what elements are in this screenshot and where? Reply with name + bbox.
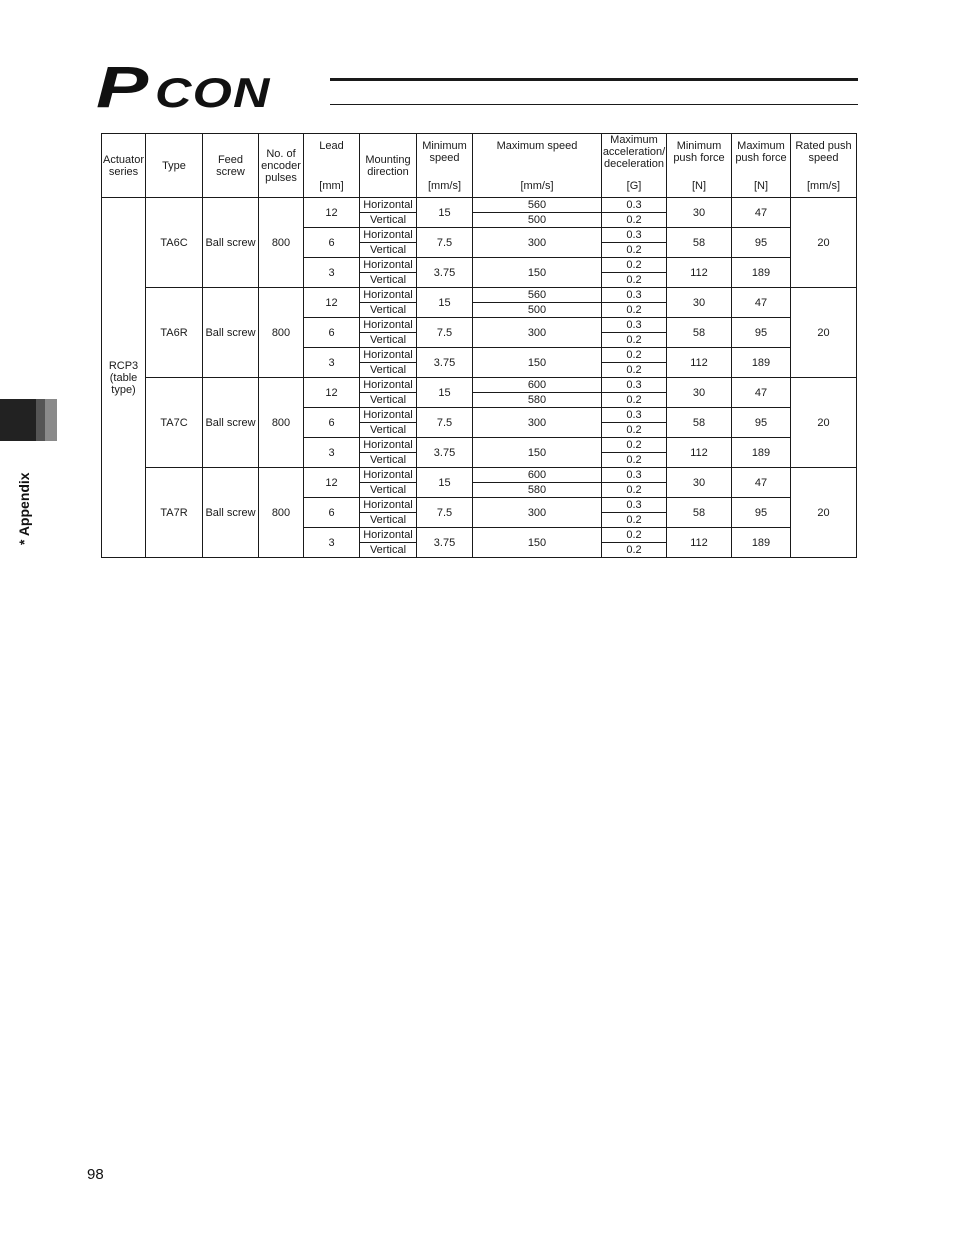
header-type: Type [146, 134, 203, 198]
cell-mounting-direction: Horizontal [360, 468, 417, 483]
cell-mounting-direction: Vertical [360, 483, 417, 498]
cell-encoder-pulses: 800 [259, 378, 304, 468]
cell-max-acceleration: 0.3 [602, 408, 667, 423]
cell-max-acceleration: 0.2 [602, 543, 667, 558]
header-minimum-speed: Minimum speed [mm/s] [417, 134, 473, 198]
cell-minimum-speed: 3.75 [417, 438, 473, 468]
cell-maximum-speed: 300 [473, 498, 602, 528]
table-body [102, 198, 857, 558]
cell-max-acceleration: 0.3 [602, 318, 667, 333]
header-feed-screw: Feed screw [203, 134, 259, 198]
side-tab-block [0, 399, 36, 441]
cell-max-acceleration: 0.2 [602, 303, 667, 318]
header-minimum-push-force: Minimum push force [N] [667, 134, 732, 198]
cell-maximum-speed: 300 [473, 408, 602, 438]
cell-lead: 3 [304, 528, 360, 558]
cell-maximum-speed: 560 [473, 198, 602, 213]
cell-maximum-speed: 150 [473, 348, 602, 378]
header-rule-thin [330, 104, 858, 105]
cell-minimum-speed: 7.5 [417, 228, 473, 258]
actuator-spec-table [101, 133, 857, 558]
page-number: 98 [87, 1166, 104, 1183]
cell-mounting-direction: Vertical [360, 393, 417, 408]
cell-lead: 6 [304, 498, 360, 528]
header-rule-thick [330, 78, 858, 81]
cell-max-acceleration: 0.2 [602, 453, 667, 468]
cell-max-acceleration: 0.3 [602, 288, 667, 303]
cell-maximum-speed: 150 [473, 258, 602, 288]
header-encoder-pulses: No. of encoder pulses [259, 134, 304, 198]
cell-actuator-series: RCP3 (table type) [102, 198, 146, 558]
cell-max-acceleration: 0.2 [602, 258, 667, 273]
cell-max-acceleration: 0.2 [602, 213, 667, 228]
cell-minimum-push-force: 112 [667, 528, 732, 558]
cell-max-acceleration: 0.2 [602, 363, 667, 378]
cell-type: TA6R [146, 288, 203, 378]
cell-maximum-push-force: 95 [732, 228, 791, 258]
table-row [102, 198, 857, 213]
cell-maximum-push-force: 189 [732, 528, 791, 558]
cell-minimum-push-force: 112 [667, 258, 732, 288]
header-max-acceleration: Maximum acceleration/ deceleration [G] [602, 134, 667, 198]
cell-max-acceleration: 0.3 [602, 198, 667, 213]
cell-max-acceleration: 0.2 [602, 243, 667, 258]
header-maximum-push-force: Maximum push force [N] [732, 134, 791, 198]
cell-lead: 12 [304, 198, 360, 228]
pcon-logo [96, 55, 336, 120]
cell-mounting-direction: Horizontal [360, 348, 417, 363]
cell-max-acceleration: 0.3 [602, 378, 667, 393]
cell-max-acceleration: 0.2 [602, 423, 667, 438]
cell-maximum-push-force: 95 [732, 408, 791, 438]
cell-lead: 12 [304, 378, 360, 408]
cell-feed-screw: Ball screw [203, 198, 259, 288]
cell-max-acceleration: 0.2 [602, 528, 667, 543]
cell-mounting-direction: Vertical [360, 303, 417, 318]
cell-max-acceleration: 0.2 [602, 483, 667, 498]
cell-minimum-speed: 3.75 [417, 348, 473, 378]
header-actuator-series: Actuator series [102, 134, 146, 198]
logo-letter-p: P [96, 55, 146, 120]
cell-maximum-speed: 150 [473, 438, 602, 468]
side-tab-block-mid [36, 399, 45, 441]
cell-mounting-direction: Horizontal [360, 318, 417, 333]
cell-max-acceleration: 0.3 [602, 498, 667, 513]
cell-minimum-speed: 15 [417, 378, 473, 408]
cell-mounting-direction: Horizontal [360, 198, 417, 213]
cell-maximum-push-force: 189 [732, 348, 791, 378]
cell-mounting-direction: Horizontal [360, 228, 417, 243]
cell-rated-push-speed: 20 [791, 198, 857, 288]
cell-mounting-direction: Horizontal [360, 498, 417, 513]
cell-minimum-push-force: 30 [667, 468, 732, 498]
cell-minimum-speed: 3.75 [417, 258, 473, 288]
table-row [102, 468, 857, 483]
cell-maximum-speed: 300 [473, 318, 602, 348]
table-header-row [102, 134, 857, 198]
cell-rated-push-speed: 20 [791, 468, 857, 558]
cell-maximum-push-force: 189 [732, 258, 791, 288]
cell-minimum-speed: 7.5 [417, 318, 473, 348]
cell-minimum-push-force: 58 [667, 408, 732, 438]
cell-lead: 12 [304, 468, 360, 498]
cell-type: TA7C [146, 378, 203, 468]
cell-minimum-speed: 15 [417, 468, 473, 498]
cell-maximum-speed: 600 [473, 378, 602, 393]
cell-maximum-push-force: 47 [732, 468, 791, 498]
header-lead: Lead [mm] [304, 134, 360, 198]
cell-minimum-speed: 15 [417, 288, 473, 318]
header-rated-push-speed: Rated push speed [mm/s] [791, 134, 857, 198]
cell-mounting-direction: Vertical [360, 543, 417, 558]
cell-type: TA7R [146, 468, 203, 558]
cell-mounting-direction: Vertical [360, 213, 417, 228]
cell-type: TA6C [146, 198, 203, 288]
cell-rated-push-speed: 20 [791, 378, 857, 468]
cell-feed-screw: Ball screw [203, 288, 259, 378]
cell-minimum-push-force: 30 [667, 198, 732, 228]
cell-max-acceleration: 0.2 [602, 513, 667, 528]
cell-encoder-pulses: 800 [259, 468, 304, 558]
cell-maximum-speed: 500 [473, 213, 602, 228]
cell-minimum-speed: 15 [417, 198, 473, 228]
cell-mounting-direction: Vertical [360, 513, 417, 528]
cell-mounting-direction: Horizontal [360, 288, 417, 303]
table-row [102, 378, 857, 393]
logo-letters-con: CON [154, 69, 271, 116]
cell-max-acceleration: 0.3 [602, 468, 667, 483]
cell-feed-screw: Ball screw [203, 468, 259, 558]
cell-maximum-speed: 300 [473, 228, 602, 258]
table-row [102, 288, 857, 303]
cell-lead: 12 [304, 288, 360, 318]
cell-mounting-direction: Vertical [360, 423, 417, 438]
cell-maximum-push-force: 95 [732, 498, 791, 528]
cell-max-acceleration: 0.2 [602, 393, 667, 408]
cell-minimum-push-force: 30 [667, 288, 732, 318]
cell-max-acceleration: 0.3 [602, 228, 667, 243]
cell-maximum-speed: 500 [473, 303, 602, 318]
cell-mounting-direction: Vertical [360, 333, 417, 348]
cell-encoder-pulses: 800 [259, 198, 304, 288]
side-tab-block-light [45, 399, 57, 441]
header-mounting-direction: Mounting direction [360, 134, 417, 198]
cell-minimum-push-force: 58 [667, 318, 732, 348]
cell-max-acceleration: 0.2 [602, 273, 667, 288]
cell-maximum-push-force: 47 [732, 288, 791, 318]
cell-mounting-direction: Horizontal [360, 438, 417, 453]
cell-encoder-pulses: 800 [259, 288, 304, 378]
cell-mounting-direction: Vertical [360, 243, 417, 258]
cell-minimum-push-force: 30 [667, 378, 732, 408]
cell-mounting-direction: Vertical [360, 363, 417, 378]
appendix-side-label: * Appendix [16, 472, 32, 545]
cell-maximum-push-force: 95 [732, 318, 791, 348]
cell-maximum-push-force: 47 [732, 378, 791, 408]
header-maximum-speed: Maximum speed [mm/s] [473, 134, 602, 198]
cell-mounting-direction: Horizontal [360, 378, 417, 393]
cell-rated-push-speed: 20 [791, 288, 857, 378]
cell-minimum-push-force: 112 [667, 438, 732, 468]
cell-max-acceleration: 0.2 [602, 333, 667, 348]
cell-mounting-direction: Horizontal [360, 408, 417, 423]
cell-maximum-speed: 560 [473, 288, 602, 303]
cell-max-acceleration: 0.2 [602, 438, 667, 453]
cell-maximum-push-force: 189 [732, 438, 791, 468]
cell-lead: 3 [304, 348, 360, 378]
cell-mounting-direction: Vertical [360, 453, 417, 468]
cell-feed-screw: Ball screw [203, 378, 259, 468]
cell-minimum-speed: 7.5 [417, 408, 473, 438]
cell-lead: 3 [304, 258, 360, 288]
cell-minimum-speed: 7.5 [417, 498, 473, 528]
cell-minimum-push-force: 58 [667, 228, 732, 258]
cell-maximum-speed: 580 [473, 483, 602, 498]
cell-lead: 3 [304, 438, 360, 468]
cell-lead: 6 [304, 318, 360, 348]
cell-mounting-direction: Horizontal [360, 528, 417, 543]
cell-minimum-push-force: 58 [667, 498, 732, 528]
cell-maximum-speed: 600 [473, 468, 602, 483]
cell-maximum-speed: 580 [473, 393, 602, 408]
cell-lead: 6 [304, 408, 360, 438]
cell-maximum-speed: 150 [473, 528, 602, 558]
cell-minimum-speed: 3.75 [417, 528, 473, 558]
cell-minimum-push-force: 112 [667, 348, 732, 378]
cell-mounting-direction: Vertical [360, 273, 417, 288]
cell-lead: 6 [304, 228, 360, 258]
cell-max-acceleration: 0.2 [602, 348, 667, 363]
cell-mounting-direction: Horizontal [360, 258, 417, 273]
cell-maximum-push-force: 47 [732, 198, 791, 228]
